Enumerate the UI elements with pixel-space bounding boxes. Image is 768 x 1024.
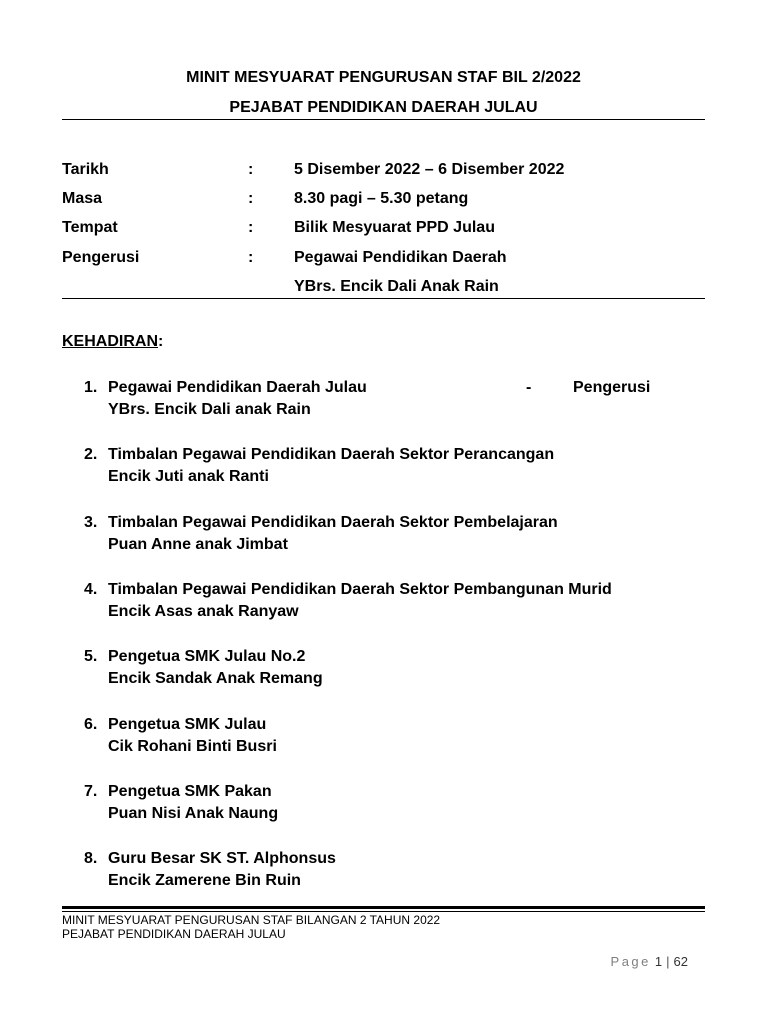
info-row-tempat — [62, 217, 705, 239]
item-number: 2. — [84, 446, 98, 463]
info-label: Tempat — [62, 219, 118, 236]
footer-line-1: MINIT MESYUARAT PENGURUSAN STAF BILANGAN 2 TAHUN 2022 — [62, 913, 441, 927]
page-current: 1 — [654, 954, 663, 969]
info-row-pengerusi-name — [62, 276, 705, 298]
item-number: 6. — [84, 716, 98, 733]
item-person: Cik Rohani Binti Busri — [108, 738, 277, 755]
item-position: Pengetua SMK Pakan — [108, 783, 272, 800]
header-divider — [62, 119, 705, 120]
item-role: Pengerusi — [573, 379, 651, 396]
item-dash: - — [526, 379, 532, 396]
footer-divider-thick — [62, 906, 705, 909]
info-value: 8.30 pagi – 5.30 petang — [294, 190, 469, 207]
item-position: Timbalan Pegawai Pendidikan Daerah Sektor Pembelajaran — [108, 514, 558, 531]
item-person: Puan Anne anak Jimbat — [108, 536, 288, 553]
item-person: Encik Asas anak Ranyaw — [108, 603, 299, 620]
item-number: 4. — [84, 581, 98, 598]
item-position: Pegawai Pendidikan Daerah Julau — [108, 379, 367, 396]
item-number: 5. — [84, 648, 98, 665]
page-total: 62 — [673, 954, 688, 969]
info-row-masa — [62, 188, 705, 210]
item-position: Timbalan Pegawai Pendidikan Daerah Sektor Perancangan — [108, 446, 555, 463]
item-person: Encik Juti anak Ranti — [108, 468, 269, 485]
info-label: Masa — [62, 190, 103, 207]
info-label: Pengerusi — [62, 249, 140, 266]
info-row-tarikh — [62, 159, 705, 181]
attendance-heading — [62, 332, 163, 352]
page-separator: | — [666, 954, 670, 969]
item-person: Puan Nisi Anak Naung — [108, 805, 279, 822]
info-colon: : — [248, 190, 254, 207]
item-position: Pengetua SMK Julau — [108, 716, 267, 733]
attendance-heading-colon: : — [158, 333, 164, 350]
attendance-heading-text: KEHADIRAN — [62, 333, 158, 350]
info-row-pengerusi — [62, 247, 705, 269]
item-position: Pengetua SMK Julau No.2 — [108, 648, 306, 665]
item-number: 8. — [84, 850, 98, 867]
info-colon: : — [248, 249, 254, 266]
document-title: MINIT MESYUARAT PENGURUSAN STAF BIL 2/2022 — [186, 69, 581, 86]
document-subtitle: PEJABAT PENDIDIKAN DAERAH JULAU — [229, 99, 538, 116]
footer-line-2: PEJABAT PENDIDIKAN DAERAH JULAU — [62, 927, 286, 941]
page-number — [611, 954, 688, 970]
info-value: Pegawai Pendidikan Daerah — [294, 249, 507, 266]
item-person: Encik Zamerene Bin Ruin — [108, 872, 301, 889]
info-value: YBrs. Encik Dali Anak Rain — [294, 278, 499, 295]
item-number: 3. — [84, 514, 98, 531]
info-colon: : — [248, 161, 254, 178]
info-label: Tarikh — [62, 161, 109, 178]
item-position: Guru Besar SK ST. Alphonsus — [108, 850, 336, 867]
info-value: 5 Disember 2022 – 6 Disember 2022 — [294, 161, 565, 178]
footer-divider-thin — [62, 911, 705, 912]
item-person: YBrs. Encik Dali anak Rain — [108, 401, 311, 418]
info-colon: : — [248, 219, 254, 236]
page-label: Page — [610, 954, 651, 969]
item-position: Timbalan Pegawai Pendidikan Daerah Sektor Pembangunan Murid — [108, 581, 612, 598]
item-number: 7. — [84, 783, 98, 800]
info-value: Bilik Mesyuarat PPD Julau — [294, 219, 495, 236]
item-person: Encik Sandak Anak Remang — [108, 670, 323, 687]
info-divider — [62, 298, 705, 299]
item-number: 1. — [84, 379, 98, 396]
